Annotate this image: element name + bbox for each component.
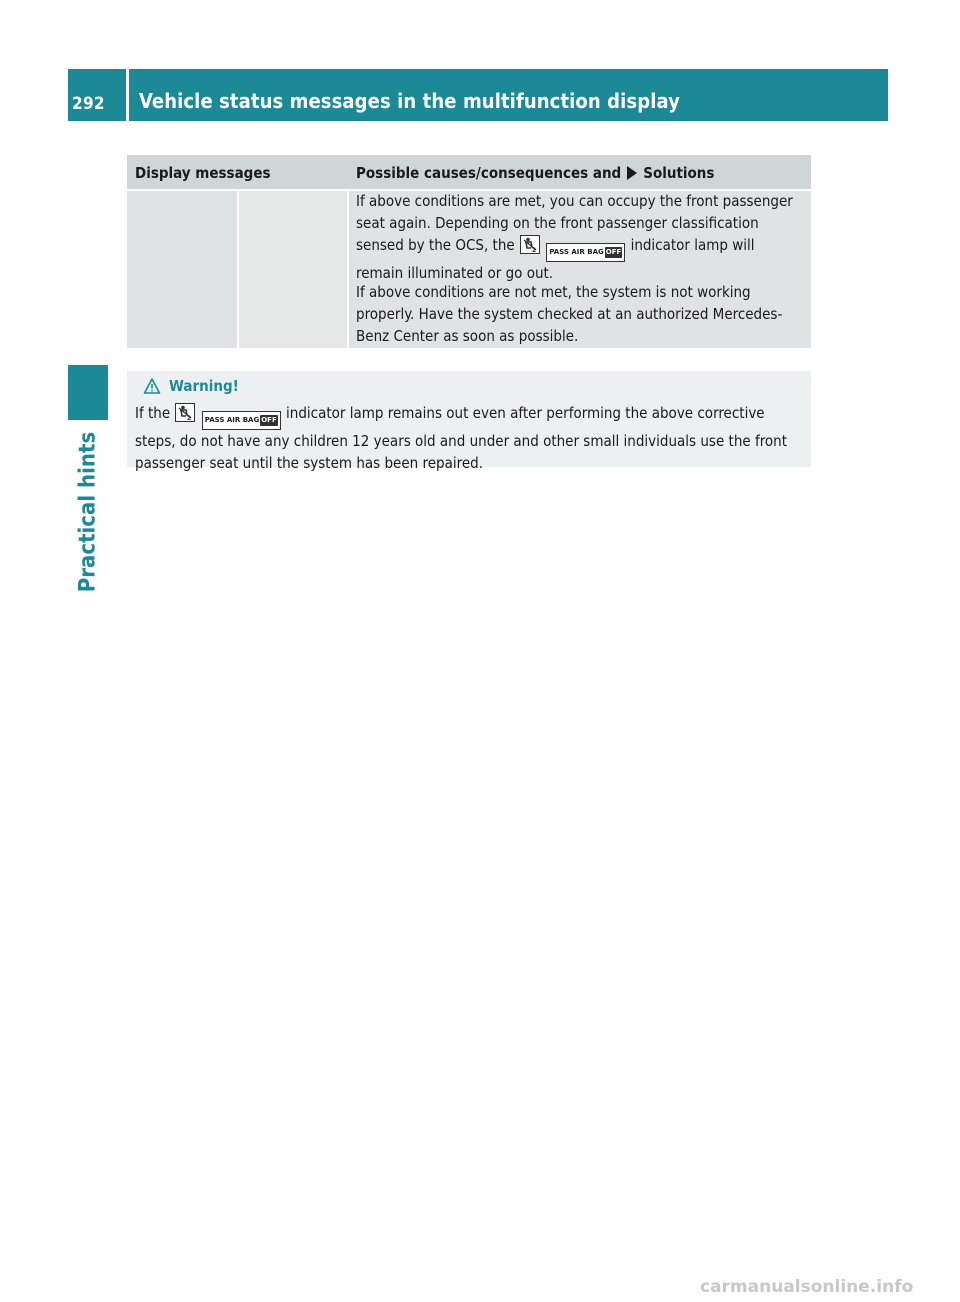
warning-text-part: If the xyxy=(135,404,171,422)
svg-text:2: 2 xyxy=(187,415,192,420)
off-text: OFF xyxy=(605,248,622,256)
warning-title: Warning! xyxy=(169,377,239,395)
column-header-display-messages: Display messages xyxy=(135,164,271,182)
svg-text:2: 2 xyxy=(531,247,537,252)
solution-text-part: If above conditions are met, you can occupy the front passenger seat again. Depending on the front passenger classification sensed by the OCS, the xyxy=(356,192,793,254)
pass-air-bag-off-icon xyxy=(202,411,281,430)
page-number: 292 xyxy=(72,94,105,114)
side-tab-block xyxy=(68,365,108,420)
solution-paragraph-2: If above conditions are not met, the system is not working properly. Have the system checked at an authorized Mercedes-Benz Center as soon as possible. xyxy=(356,283,783,345)
pass-air-bag-text: PASS AIR BAG xyxy=(204,416,260,424)
column-header-causes-suffix: Solutions xyxy=(643,164,715,182)
pass-air-bag-text: PASS AIR BAG xyxy=(549,248,604,256)
warning-text-part: indicator lamp remains out even after performing the above corrective steps, do not have any children 12 years old and under and other small individuals use the front passenger seat until the system has been repaired. xyxy=(135,404,788,472)
arrow-right-icon xyxy=(627,166,637,180)
header-divider xyxy=(126,69,129,121)
side-tab xyxy=(68,425,108,600)
warning-text xyxy=(135,402,807,474)
warning-triangle-icon xyxy=(143,377,161,395)
table-cell-display-message xyxy=(127,191,237,348)
column-header-causes xyxy=(356,164,714,182)
table-cell-cause xyxy=(239,191,347,348)
child-seat-airbag-icon xyxy=(175,403,195,422)
page-title: Vehicle status messages in the multifunction display xyxy=(139,89,680,113)
child-seat-airbag-icon xyxy=(520,235,540,254)
solution-text-part: indicator lamp will remain illuminated or go out. xyxy=(356,236,755,282)
solution-paragraph-1 xyxy=(356,190,806,284)
off-text: OFF xyxy=(261,416,277,424)
column-header-causes-prefix: Possible causes/consequences and xyxy=(356,164,622,182)
watermark: carmanualsonline.info xyxy=(700,1277,914,1297)
warning-title-row xyxy=(143,377,239,395)
side-tab-label: Practical hints xyxy=(75,431,101,593)
pass-air-bag-off-icon xyxy=(546,243,625,262)
